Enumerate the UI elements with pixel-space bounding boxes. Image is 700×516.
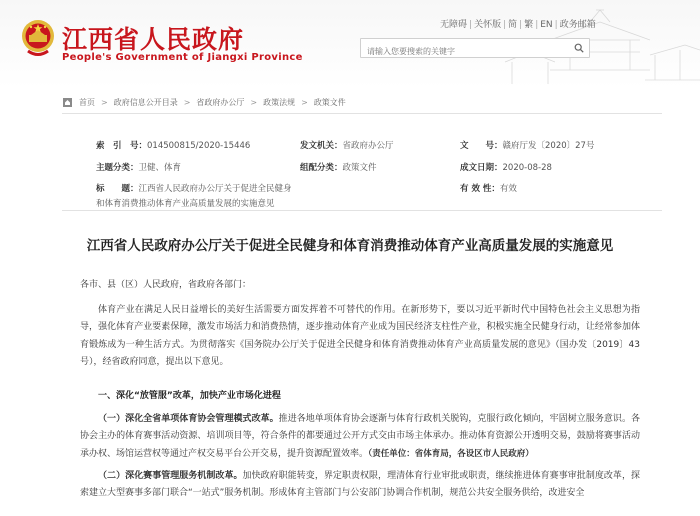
elderly-mode-link[interactable]: 关怀版 <box>474 20 502 30</box>
metadata-divider <box>62 210 662 211</box>
search-button[interactable] <box>571 40 587 56</box>
section-heading: 一、深化“放管服”改革，加快产业市场化进程 <box>98 391 281 401</box>
site-title-english: People's Government of Jiangxi Province <box>62 52 303 63</box>
top-utility-links: 无障碍 | 关怀版 | 简 | 繁 | EN | 政务邮箱 <box>440 20 596 30</box>
meta-docno-label: 文 号： <box>460 141 503 151</box>
breadcrumb-home[interactable]: 首页 <box>79 98 95 107</box>
item-lead: （二）深化赛事管理服务机制改革。 <box>98 471 243 481</box>
breadcrumb-divider <box>62 113 662 114</box>
meta-validity-label: 有 效 性： <box>460 184 500 194</box>
meta-genre <box>300 161 377 173</box>
document-metadata <box>80 131 640 211</box>
site-search-box <box>360 38 590 58</box>
search-input[interactable] <box>361 43 573 61</box>
breadcrumb-separator: > <box>301 98 308 107</box>
meta-issuer-label: 发文机关： <box>300 141 343 151</box>
meta-docno <box>460 139 594 151</box>
breadcrumb-separator: > <box>250 98 258 107</box>
intro-paragraph: 体育产业在满足人民日益增长的美好生活需要方面发挥着不可替代的作用。在新形势下，要以习近平新时代中国特色社会主义思想为指导，强化体育产业要素保障，激发市场活力和消费热情，逐步推动体育产业成为国民经济支柱性产业，积极实施全民健身行动，让经常参加体育锻炼成为一种生活方式。为贯彻落实《国务院办公厅关于促进全民健身和体育消费推动体育产业高质量发展的意见》（国办发〔2019〕43号），经省政府同意，提出以下意见。 <box>80 305 640 367</box>
meta-topic-label: 主题分类： <box>96 163 139 173</box>
article-paragraph <box>80 468 640 503</box>
national-emblem-icon <box>20 18 56 58</box>
meta-title <box>96 182 296 212</box>
meta-index-label: 索 引 号： <box>96 141 148 151</box>
english-link[interactable]: EN <box>540 20 553 30</box>
accessibility-link[interactable]: 无障碍 <box>440 20 468 30</box>
meta-topic <box>96 161 181 173</box>
responsible-units: （责任单位：省体育局，各设区市人民政府） <box>368 448 534 459</box>
breadcrumb-office[interactable]: 省政府办公厅 <box>196 98 245 107</box>
meta-index-value: 014500815/2020-15446 <box>147 141 251 151</box>
breadcrumb-policy-docs[interactable]: 政策文件 <box>313 98 346 107</box>
meta-date-label: 成文日期： <box>460 163 503 173</box>
meta-title-value: 江西省人民政府办公厅关于促进全民健身和体育消费推动体育产业高质量发展的实施意见 <box>96 184 292 209</box>
meta-issuer <box>300 139 394 151</box>
search-icon <box>574 43 584 53</box>
meta-topic-value: 卫健、体育 <box>138 163 182 173</box>
item-text: 加快政府职能转变，界定职责权限，理清体育行业审批或职责，继续推进体育赛事审批制度改革，探索建立大型赛事多部门联合“一站式”服务机制。形成体育主管部门与公安部门协调合作机制，规范公共安全服务供给，改进安全 <box>80 471 640 499</box>
meta-index <box>96 139 250 151</box>
item-text: 推进各地单项体育协会逐渐与体育行政机关脱钩，克服行政化倾向，牢固树立服务意识。各协会主办的体育赛事活动资源、培训项目等，符合条件的都要通过公开方式交由市场主体承办。推动体育资源公开透明交易，鼓励将赛事活动承办权、场馆运营权等通过产权交易平台公开交易，提升资源配置效率。 <box>80 414 640 459</box>
meta-validity-value: 有效 <box>499 184 517 194</box>
site-title: 江西省人民政府 <box>62 25 245 54</box>
meta-issuer-value: 省政府办公厅 <box>342 141 394 151</box>
traditional-chinese-link[interactable]: 繁 <box>524 20 534 30</box>
gov-email-link[interactable]: 政务邮箱 <box>559 20 596 30</box>
simplified-chinese-link[interactable]: 简 <box>508 20 518 30</box>
location-icon <box>62 97 73 108</box>
meta-validity <box>460 182 517 194</box>
item-lead: （一）深化全省单项体育协会管理模式改革。 <box>98 414 279 424</box>
meta-genre-label: 组配分类： <box>300 163 343 173</box>
meta-date-value: 2020-08-28 <box>502 163 552 173</box>
breadcrumb-separator: > <box>183 98 191 107</box>
breadcrumb-separator: > <box>101 98 108 107</box>
breadcrumb <box>62 97 346 108</box>
article-paragraph <box>80 411 640 463</box>
meta-title-label: 标 题： <box>96 184 139 194</box>
site-header <box>0 0 700 88</box>
meta-docno-value: 赣府厅发〔2020〕27号 <box>502 141 595 151</box>
document-title: 江西省人民政府办公厅关于促进全民健身和体育消费推动体育产业高质量发展的实施意见 <box>86 238 614 254</box>
breadcrumb-info-catalog[interactable]: 政府信息公开目录 <box>113 98 178 107</box>
breadcrumb-policies[interactable]: 政策法规 <box>263 98 296 107</box>
meta-date <box>460 161 552 173</box>
document-addressee: 各市、县（区）人民政府，省政府各部门： <box>80 280 252 290</box>
meta-genre-value: 政策文件 <box>342 163 377 173</box>
